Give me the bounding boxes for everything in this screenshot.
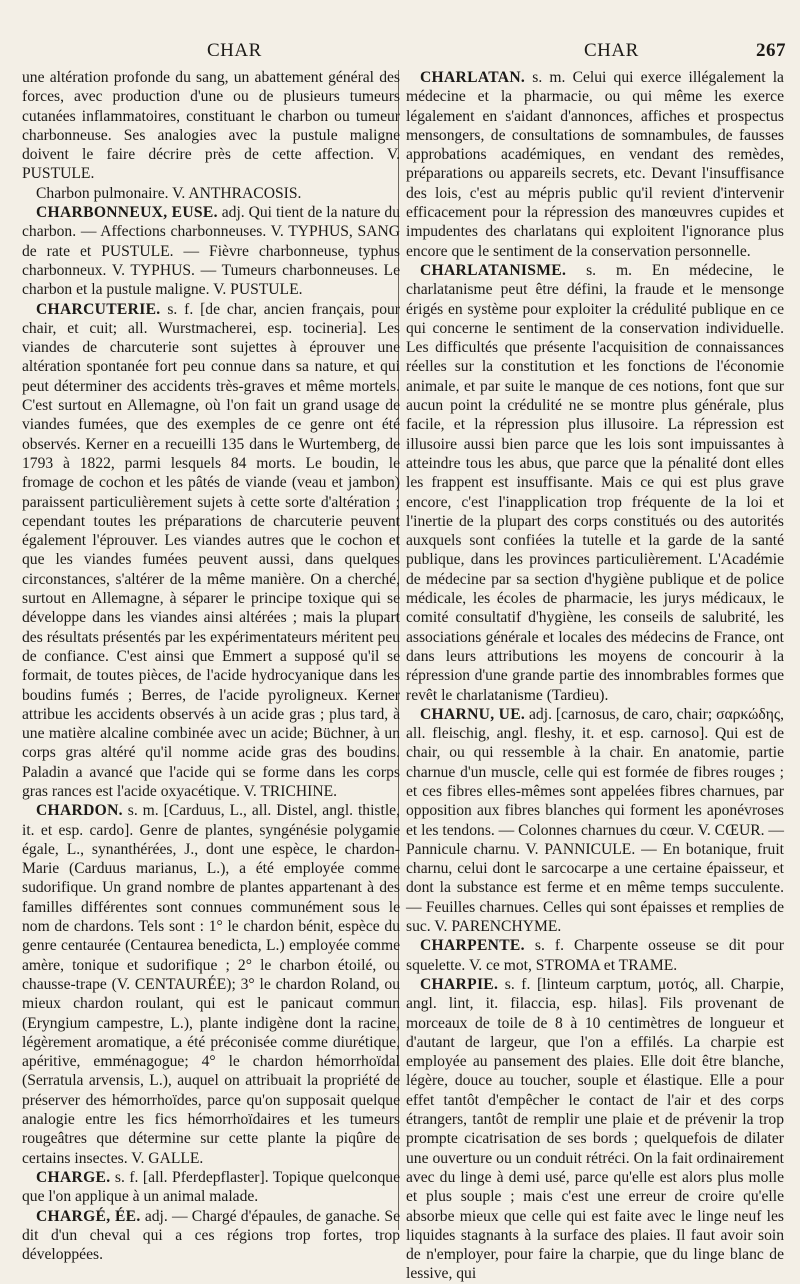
entry-text: adj. [carnosus, de caro, chair; σαρκώδης, all. fleischig, angl. fleshy, it. et esp. carnoso]. Qui est de chair, ou qui ressemble à la chair. En anatomie, partie charnue d'un muscle, celle qui est formée de fibres rouges ; et ces fibres elles-mêmes sont appelées fibres charnues, par opposition aux fibres blanches qui forment les aponévroses et les tendons. — Colonnes charnues du cœur. V. CŒUR. — Pannicule charnu. V. PANNICULE. — En botanique, fruit charnu, celui dont le sarcocarpe a une certaine épaisseur, et dont la substance est ferme et en même temps succulente. — Feuilles charnues. Celles qui sont épaisses et remplies de suc. V. PARENCHYME.	[406, 705, 784, 936]
entry-text: s. f. [all. Pferdepflaster]. Topique quelconque que l'on applique à un animal malade.	[22, 1168, 400, 1206]
entry-text: s. m. En médecine, le charlatanisme peut être défini, la fraude et le mensonge érigés en système pour exploiter la crédulité publique en ce qui concerne le sentiment de la conservation individuelle. Les difficultés que présente l'acquisition de connaissances réelles sur la constitution et les fonctions de l'économie animale, et par suite le manque de ces notions, font que sur aucun point la crédulité ne se montre plus générale, plus facile, et la répression plus illusoire. La répression est illusoire aussi bien parce que les lois sont impuissantes à atteindre tous les abus, que parce que la pénalité dont elles les frappent est insuffisante. Mais ce qui est plus grave encore, c'est l'inapplication trop fréquente de la loi et l'inertie de la plupart des corps constitués ou des autorités auxquels sont confiées la tutelle et la garde de la santé publique, dans les provinces particulièrement. L'Académie de médecine par sa section d'hygiène publique et de police médicale, les écoles de pharmacie, les jurys médicaux, le comité consultatif d'hygiène, les conseils de salubrité, les associations générale et locales des médecins de France, ont dans leurs attributions les moyens de concourir à la répression d'une grande partie des innombrables formes que revêt le charlatanisme (Tardieu).	[406, 261, 784, 704]
entry	[406, 68, 784, 261]
entry-continuation	[22, 68, 400, 184]
left-column	[22, 68, 400, 1264]
entry-text: s. f. [linteum carptum, μοτός, all. Charpie, angl. lint, it. filaccia, esp. hilas]. Fils provenant de morceaux de toile de 8 à 10 centimètres de longueur et d'autant de largeur, que l'on a effilés. La charpie est employée au pansement des plaies. Elle doit être blanche, légère, douce au toucher, souple et élastique. Elle a pour effet tantôt d'empêcher le contact de l'air et des corps étrangers, tantôt de remplir une plaie et de prévenir la trop prompte cicatrisation de ses bords ; quelquefois de dilater une ouverture ou un conduit rétréci. On la fait ordinairement avec du linge à demi usé, parce qu'elle est alors plus molle et plus souple ; mais c'est une erreur de croire qu'elle absorbe mieux que celle qui est faite avec le linge neuf les liquides stagnants à la surface des plaies. Il faut avoir soin de n'employer, pour faire la charpie, que du linge blanc de lessive, qui	[406, 975, 785, 1283]
entry-headword: CHARNU, UE.	[420, 705, 526, 723]
entry-headword: CHARPIE.	[420, 975, 499, 993]
entry-headword: CHARGÉ, ÉE.	[36, 1207, 141, 1225]
entry	[406, 261, 784, 705]
right-column	[406, 68, 784, 1284]
entry-headword: CHARGE.	[36, 1168, 111, 1186]
entry-text: Charbon pulmonaire. V. ANTHRACOSIS.	[36, 184, 302, 202]
entry	[406, 975, 784, 1284]
entry	[406, 936, 784, 975]
entry	[22, 801, 400, 1168]
left-running-head: CHAR	[207, 40, 262, 61]
right-running-head: CHAR	[584, 40, 639, 61]
entry	[22, 300, 400, 802]
entry-headword: CHARDON.	[36, 802, 123, 820]
entry	[22, 1168, 400, 1207]
entry-text: s. m. [Carduus, L., all. Distel, angl. thistle, it. et esp. cardo]. Genre de plantes, syngénésie polygamie égale, L., synanthérées, J., dont une espèce, le chardon-Marie (Carduus marianus, L.), a été employée comme sudorifique. Un grand nombre de plantes appartenant à des familles différentes sont connues communément sous le nom de chardons. Tels sont : 1° le chardon bénit, espèce du genre centaurée (Centaurea benedicta, L.) employée comme amère, tonique et sudorifique ; 2° le charbon étoilé, ou chausse-trape (V. CENTAURÉE); 3° le chardon Roland, ou mieux chardon roulant, qui est le panicaut commun (Eryngium campestre, L.), plante indigène dont la racine, légèrement aromatique, a été préconisée comme diurétique, apéritive, emménagogue; 4° le chardon hémorrhoïdal (Serratula arvensis, L.), auquel on attribuait la propriété de préserver des hémorrhoïdes, parce qu'on supposait quelque analogie entre les fics hémorrhoïdaires et les tumeurs rougeâtres que détermine sur cette plante la piqûre de certains insectes. V. GALLE.	[22, 802, 400, 1167]
entry-text: adj. Qui tient de la nature du charbon. — Affections charbonneuses. V. TYPHUS, SANG de rate et PUSTULE. — Fièvre charbonneuse, typhus charbonneux. V. TYPHUS. — Tumeurs charbonneuses. Le charbon et la pustule maligne. V. PUSTULE.	[22, 204, 400, 299]
entry-text: s. f. Charpente osseuse se dit pour squelette. V. ce mot, STROMA et TRAME.	[406, 937, 784, 974]
entry	[22, 1207, 400, 1265]
entry-headword: CHARLATAN.	[420, 69, 526, 86]
entry-text: adj. — Chargé d'épaules, de ganache. Se dit d'un cheval qui a ces régions trop fortes, trop développées.	[22, 1207, 401, 1264]
entry-text: s. f. [de char, ancien français, pour chair, et cuit; all. Wurstmacherei, esp. tocineria]. Les viandes de charcuterie sont sujettes à éprouver une altération spontanée fort peu connue dans sa nature, et qui peut déterminer des accidents très-graves et même mortels. C'est surtout en Allemagne, où l'on fait un grand usage de viandes fumées, que des exemples de ce genre ont été observés. Kerner en a recueilli 135 dans le Wurtemberg, de 1793 à 1822, parmi lesquels 84 morts. Le boudin, le fromage de cochon et les pâtés de viande (veau et jambon) paraissent particulièrement sujets à cette sorte d'altération ; cependant toutes les préparations de charcuterie peuvent également l'éprouver. Les viandes autres que le cochon et que les viandes fumées peuvent aussi, dans quelques circonstances, s'altérer de la même manière. On a cherché, surtout en Allemagne, à séparer le principe toxique qui se développe dans les viandes ainsi altérées ; mais la plupart des résultats présentés par les expérimentateurs méritent peu de confiance. C'est ainsi que Emmert a supposé qu'il se formait, de toutes pièces, de l'acide hydrocyanique dans les boudins fumés ; Berres, de l'acide pyroligneux. Kerner attribue les accidents observés à un acide gras ; plus tard, à une matière alcaline combinée avec un acide; Büchner, à un corps gras altéré qu'il nomme acide gras des boudins. Paladin a avancé que l'acide qui se forme dans les corps gras rances est l'acide oxyacétique. V. TRICHINE.	[22, 300, 400, 800]
running-head	[22, 40, 792, 68]
entry	[22, 203, 400, 299]
entry-headword: CHARBONNEUX, EUSE.	[36, 204, 218, 222]
entry	[22, 184, 400, 203]
entry	[406, 705, 784, 937]
entry-text: s. m. Celui qui exerce illégalement la médecine et la pharmacie, ou qui même les exerce légalement en s'aidant d'annonces, affiches et prospectus mensongers, de consultations de somnambules, de fausses approbations académiques, en vendant des remèdes, préparations ou appareils secrets, etc. Devant l'insuffisance des lois, c'est au mépris public qu'il revient d'intervenir efficacement pour la répression des manœuvres cupides et impudentes des charlatans qui exploitent l'ignorance plus encore que le sentiment de la conservation personnelle.	[406, 69, 784, 260]
entry-headword: CHARCUTERIE.	[36, 300, 161, 318]
page-number: 267	[756, 40, 786, 61]
entry-text: une altération profonde du sang, un abattement général des forces, avec production d'une ou de plusieurs tumeurs cutanées inflammatoires, constituant le charbon ou tumeur charbonneuse. Ses analogies avec la pustule maligne doivent le faire décrire près de cette affection. V. PUSTULE.	[22, 69, 400, 183]
entry-headword: CHARPENTE.	[420, 937, 525, 955]
entry-headword: CHARLATANISME.	[420, 261, 567, 279]
